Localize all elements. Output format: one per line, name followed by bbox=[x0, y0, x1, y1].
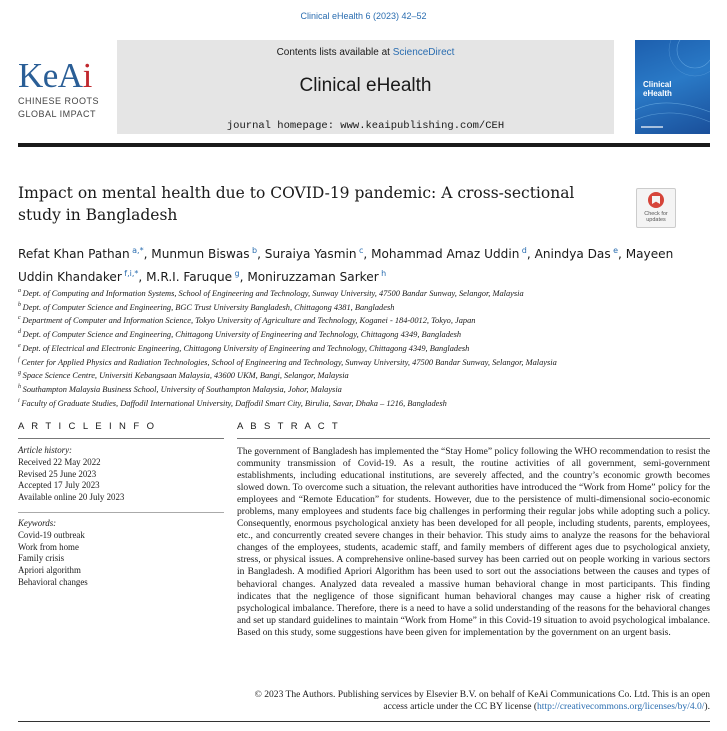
logo-wordmark: KeAi bbox=[18, 56, 92, 95]
journal-reference[interactable]: Clinical eHealth 6 (2023) 42–52 bbox=[300, 11, 427, 21]
copyright-notice: © 2023 The Authors. Publishing services by Elsevier B.V. on behalf of KeAi Communications Co. Ltd. This is an open access article under the CC BY license (http://creativecommons.org/licenses/by/4.0/). bbox=[254, 689, 710, 713]
abstract-rule bbox=[237, 438, 710, 439]
affiliation-list bbox=[18, 286, 710, 409]
keyword-item: Work from home bbox=[18, 541, 79, 552]
article-info-rule bbox=[18, 438, 224, 439]
article-history bbox=[18, 445, 224, 504]
affiliation-item: $^c$ Department of Computer and Information Science, Tokyo University of Agriculture and Technology, Koganei - 184-0012, Tokyo, Japan bbox=[18, 315, 476, 326]
author-name[interactable]: Refat Khan Pathan $^{a,*}$ bbox=[18, 246, 144, 262]
article-title: Impact on mental health due to COVID-19 pandemic: A cross-sectional study in Bangladesh bbox=[18, 184, 575, 224]
affiliation-item: $^i$ Faculty of Graduate Studies, Daffodil International University, Daffodil Smart City, Birulia, Savar, Dhaka – 1216, Bangladesh bbox=[18, 397, 447, 408]
journal-title: Clinical eHealth bbox=[299, 75, 432, 96]
author-name[interactable]: Suraiya Yasmin $^c$ bbox=[264, 246, 364, 262]
keywords-list bbox=[18, 518, 224, 589]
author-name[interactable]: Moniruzzaman Sarker $^h$ bbox=[247, 269, 387, 285]
cover-title: Clinical eHealth bbox=[643, 80, 672, 98]
affiliation-marker[interactable]: e bbox=[613, 246, 618, 255]
abstract-text: The government of Bangladesh has implemented the “Stay Home” policy following the WHO recommendation to resist the community transmission of Covid-19. As a result, the routine activities of all government, semi-government establishments, including educational institutions, are severely affected, and the country’s economic growth becomes slowed down. To overcome such a situation, the relevant authorities have introduced the “Work from Home” policy for the employees and “Remote Education” for students. However, due to the persistence of multi-dimensional socio-economic problems, many employees and students face big challenges in performing their regular jobs while adopting such a policy. Consequently, enormous psychological anxiety has been developed for all people, including students, parents, employees, etc., and concurrently created severe changes in their behavior. This study aims to analyze the reasons for the behavioral changes of the employees, students, academic staff, and family members of different ages due to psychological anxiety, stress, or physical issues. A comprehensive online-based survey has been carried out on people working in various sectors in Bangladesh. A modified Apriori Algorithm has been used to sort out the associations between the causes and types of behavioral changes. Analyzed data revealed a massive human behavioral change in most participants. This finding indicates that the negligence of those significant human behavioral changes may cause a higher risk of creating psychological imbalance. Therefore, there is a need to have a solid understanding of the reasons for the behavioral changes and set up standard guidelines to maintain “Work from Home” in this Covid-19 situation to avoid psychological imbalance. Based on this study, some suggestions have been given for implementation by the government on an urgent basis. bbox=[237, 446, 710, 638]
affiliation-item: $^f$ Center for Applied Physics and Radiation Technologies, School of Engineering and Technology, Sunway University, 47500 Bandar Sunway, Selangor, Malaysia bbox=[18, 356, 557, 367]
keyword-item: Family crisis bbox=[18, 553, 65, 564]
affiliation-marker[interactable]: d bbox=[521, 246, 527, 255]
affiliation-item: $^g$ Space Science Centre, Universiti Kebangsaan Malaysia, 43600 UKM, Bangi, Selangor, Malaysia bbox=[18, 370, 349, 381]
affiliation-item: $^e$ Dept. of Electrical and Electronic Engineering, Chittagong University of Engineering and Technology, Chittagong 4349, Bangladesh bbox=[18, 342, 470, 353]
history-revised: Revised 25 June 2023 bbox=[18, 468, 97, 479]
affiliation-item: $^h$ Southampton Malaysia Business School, University of Southampton Malaysia, Johor, Malaysia bbox=[18, 383, 342, 394]
article-info-heading: A R T I C L E I N F O bbox=[18, 421, 157, 432]
keyword-item: Behavioral changes bbox=[18, 576, 88, 587]
footer-rule bbox=[18, 721, 710, 722]
contents-line: Contents lists available at ScienceDirect bbox=[276, 47, 455, 58]
journal-banner bbox=[117, 40, 614, 134]
logo-tagline-2: GLOBAL IMPACT bbox=[18, 109, 97, 119]
keyword-item: Apriori algorithm bbox=[18, 565, 81, 576]
affiliation-marker[interactable]: g bbox=[234, 269, 240, 279]
check-for-updates-button[interactable]: Check for updates bbox=[636, 188, 676, 228]
keywords-label: Keywords: bbox=[18, 518, 57, 528]
history-received: Received 22 May 2022 bbox=[18, 456, 101, 467]
sciencedirect-link[interactable]: ScienceDirect bbox=[392, 47, 455, 58]
author-name[interactable]: Anindya Das $^e$ bbox=[534, 246, 618, 262]
affiliation-marker[interactable]: c bbox=[358, 246, 364, 255]
journal-homepage[interactable]: journal homepage: www.keaipublishing.com/CEH bbox=[226, 120, 505, 132]
header-rule bbox=[18, 143, 710, 147]
affiliation-item: $^a$ Dept. of Computing and Information Systems, School of Engineering and Technology, Sunway University, 47500 Bandar Sunway, Selangor, Malaysia bbox=[18, 288, 524, 298]
history-online: Available online 20 July 2023 bbox=[18, 492, 125, 503]
affiliation-marker[interactable]: h bbox=[381, 269, 387, 279]
logo-tagline-1: CHINESE ROOTS bbox=[18, 96, 100, 106]
affiliation-item: $^b$ Dept. of Computer Science and Engineering, BGC Trust University Bangladesh, Chittagong 4381, Bangladesh bbox=[18, 301, 395, 312]
abstract-heading: A B S T R A C T bbox=[237, 421, 341, 432]
history-accepted: Accepted 17 July 2023 bbox=[18, 480, 100, 491]
author-name[interactable]: M.R.I. Faruque $^g$ bbox=[146, 269, 240, 285]
author-name[interactable]: Mohammad Amaz Uddin $^d$ bbox=[371, 246, 527, 262]
keyword-item: Covid-19 outbreak bbox=[18, 529, 85, 540]
affiliation-item: $^d$ Dept. of Computer Science and Engineering, Chittagong University of Engineering and Technology, Chittagong 4349, Bangladesh bbox=[18, 329, 462, 339]
history-label: Article history: bbox=[18, 445, 72, 455]
publisher-logo[interactable] bbox=[18, 58, 110, 120]
keywords-rule bbox=[18, 512, 224, 513]
affiliation-marker[interactable]: a,* bbox=[132, 246, 144, 255]
affiliation-marker[interactable]: b bbox=[252, 246, 258, 255]
author-name[interactable]: Munmun Biswas $^b$ bbox=[151, 246, 258, 262]
journal-cover-image[interactable] bbox=[635, 40, 710, 134]
author-list: Refat Khan Pathan $^{a,*}$, Munmun Biswas $^b$, Suraiya Yasmin $^c$, Mohammad Amaz Uddin $^d$, Anindya Das $^e$, Mayeen Uddin Khandaker $^{f,i,*}$, M.R.I. Faruque $^g$, Moniruzzaman Sarker $^h$ bbox=[18, 246, 674, 285]
affiliation-marker[interactable]: f,i,* bbox=[124, 269, 139, 279]
author-name[interactable]: Mayeen Uddin Khandaker $^{f,i,*}$ bbox=[18, 247, 674, 285]
license-link[interactable]: http://creativecommons.org/licenses/by/4.0/ bbox=[537, 701, 705, 713]
